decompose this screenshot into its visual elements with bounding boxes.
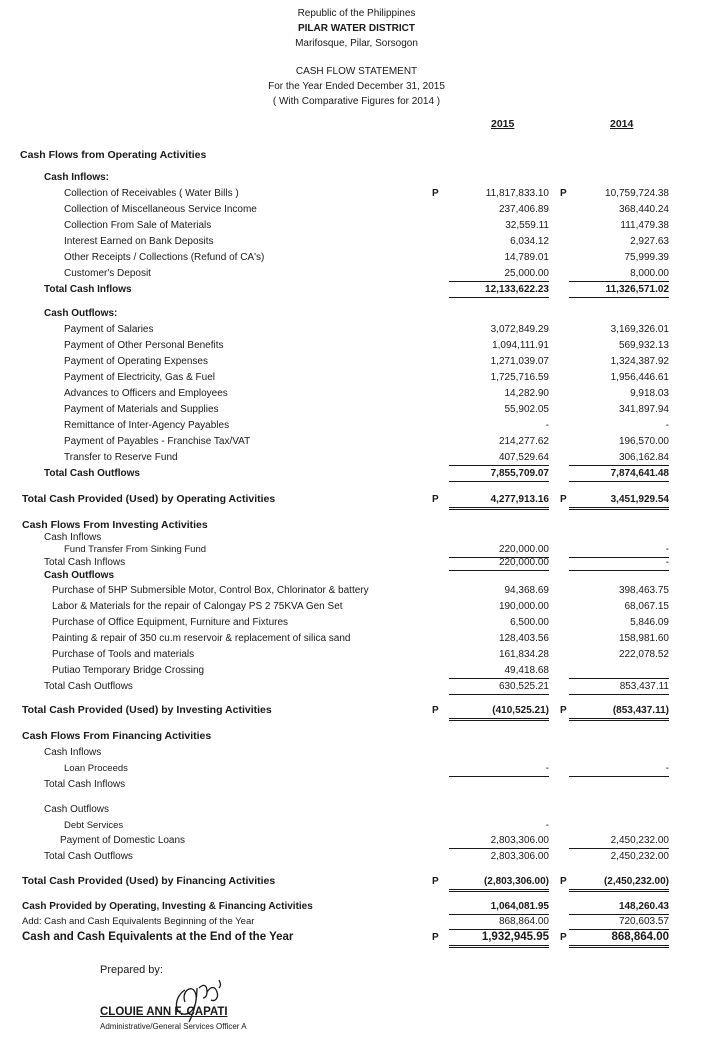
operating-outflows-3-value-2014: 1,956,446.61 bbox=[610, 372, 669, 383]
operating-outflows-7-row bbox=[0, 434, 713, 449]
operating-inflows-0-peso-sign-2: P bbox=[560, 188, 567, 199]
investing-net-peso-sign-1: P bbox=[432, 705, 439, 716]
financing-inflows-0-value-2015: - bbox=[449, 761, 549, 777]
operating-outflows-4-label: Advances to Officers and Employees bbox=[64, 388, 228, 399]
operating-inflows-0-value-2015: 11,817,833.10 bbox=[485, 188, 549, 199]
investing-outflows-5-row bbox=[0, 663, 713, 678]
operating-net-value-2014: 3,451,929.54 bbox=[569, 492, 669, 510]
column-2014: 2014 bbox=[610, 118, 634, 130]
financing-outflows-heading-label: Cash Outflows bbox=[44, 804, 110, 815]
investing-outflows-4-label: Purchase of Tools and materials bbox=[52, 649, 195, 660]
financing-net-value-2015: (2,803,306.00) bbox=[449, 874, 549, 892]
operating-inflows-1-row bbox=[0, 202, 713, 217]
operating-inflows-0-value-2014: 10,759,724.38 bbox=[605, 188, 669, 199]
operating-net-value-2015: 4,277,913.16 bbox=[449, 492, 549, 510]
investing-outflows-5-value-2014 bbox=[569, 663, 669, 679]
operating-outflows-8-value-2015: 407,529.64 bbox=[449, 450, 549, 466]
operating-outflows-3-label: Payment of Electricity, Gas & Fuel bbox=[64, 372, 215, 383]
operating-outflows-7-value-2014: 196,570.00 bbox=[618, 436, 669, 447]
operating-total_outflows-value-2015: 7,855,709.07 bbox=[449, 466, 549, 482]
operating-outflows-8-row bbox=[0, 450, 713, 465]
operating-total_outflows-label: Total Cash Outflows bbox=[44, 468, 140, 479]
operating-inflows-3-value-2015: 6,034.12 bbox=[510, 236, 549, 247]
investing-outflows-3-label: Painting & repair of 350 cu.m reservoir & replacement of silica sand bbox=[52, 633, 351, 644]
summary-beginning-value-2015: 868,864.00 bbox=[449, 914, 549, 930]
investing-outflows-3-row bbox=[0, 631, 713, 646]
investing-outflows-2-label: Purchase of Office Equipment, Furniture and Fixtures bbox=[52, 617, 289, 628]
operating-outflows-2-value-2014: 1,324,387.92 bbox=[610, 356, 669, 367]
financing-inflows-0-label: Loan Proceeds bbox=[64, 763, 128, 774]
operating-total_inflows-value-2015: 12,133,622.23 bbox=[449, 282, 549, 298]
financing-heading-label: Cash Flows From Financing Activities bbox=[22, 730, 212, 742]
investing-net-label: Total Cash Provided (Used) by Investing Activities bbox=[22, 704, 272, 716]
investing-outflows-heading bbox=[0, 568, 713, 583]
agency-line: Republic of the Philippines bbox=[297, 8, 416, 19]
operating-outflows-3-row bbox=[0, 370, 713, 385]
investing-total_outflows-row bbox=[0, 679, 713, 694]
operating-inflows-5-row bbox=[0, 266, 713, 281]
investing-outflows-1-value-2015: 190,000.00 bbox=[498, 601, 549, 612]
prepared-by-label: Prepared by: bbox=[100, 964, 163, 976]
financing-total_outflows-value-2015: 2,803,306.00 bbox=[490, 851, 549, 862]
investing-outflows-5-value-2015: 49,418.68 bbox=[449, 663, 549, 679]
operating-outflows-1-row bbox=[0, 338, 713, 353]
investing-net-peso-sign-2: P bbox=[560, 705, 567, 716]
investing-outflows-heading-label: Cash Outflows bbox=[44, 570, 115, 581]
summary-provided-value-2014: 148,260.43 bbox=[569, 899, 669, 915]
operating-total_outflows-value-2014: 7,874,641.48 bbox=[569, 466, 669, 482]
operating-outflows-3-value-2015: 1,725,716.59 bbox=[490, 372, 549, 383]
investing-net-row bbox=[0, 703, 713, 718]
financing-debt-value-2015: - bbox=[545, 820, 549, 831]
operating-inflows-0-peso-sign-1: P bbox=[432, 188, 439, 199]
operating-outflows-0-label: Payment of Salaries bbox=[64, 324, 154, 335]
summary-ending-value-2015: 1,932,945.95 bbox=[449, 930, 549, 948]
district-name: PILAR WATER DISTRICT bbox=[297, 23, 416, 34]
financing-debt-label: Debt Services bbox=[64, 820, 124, 831]
operating-outflows-0-value-2015: 3,072,849.29 bbox=[490, 324, 549, 335]
statement-period: For the Year Ended December 31, 2015 bbox=[268, 81, 445, 92]
operating-outflows-2-value-2015: 1,271,039.07 bbox=[490, 356, 549, 367]
financing-inflows-heading-label: Cash Inflows bbox=[44, 747, 102, 758]
operating-inflows-2-value-2015: 32,559.11 bbox=[505, 220, 549, 231]
investing-inflows-heading-label: Cash Inflows bbox=[44, 532, 102, 543]
operating-outflows-5-label: Payment of Materials and Supplies bbox=[64, 404, 219, 415]
financing-outflows-0-value-2015: 2,803,306.00 bbox=[449, 833, 549, 849]
operating-net-row bbox=[0, 492, 713, 507]
operating-inflows-1-value-2014: 368,440.24 bbox=[618, 204, 669, 215]
investing-outflows-4-row bbox=[0, 647, 713, 662]
operating-inflows-3-row bbox=[0, 234, 713, 249]
summary-provided-row bbox=[0, 899, 713, 914]
financing-debt-services-row bbox=[0, 818, 713, 833]
operating-inflows-4-label: Other Receipts / Collections (Refund of CA's) bbox=[64, 252, 265, 263]
signatory-title: Administrative/General Services Officer A bbox=[100, 1022, 247, 1031]
operating-inflows-1-value-2015: 237,406.89 bbox=[498, 204, 549, 215]
operating-net-peso-sign-1: P bbox=[432, 494, 439, 505]
investing-outflows-2-value-2015: 6,500.00 bbox=[510, 617, 549, 628]
operating-outflows-4-value-2014: 9,918.03 bbox=[630, 388, 669, 399]
investing-inflows-0-value-2014: - bbox=[569, 542, 669, 558]
financing-heading bbox=[0, 729, 713, 744]
summary-beginning-label: Add: Cash and Cash Equivalents Beginning of the Year bbox=[22, 916, 255, 927]
summary-ending-peso-sign-2: P bbox=[560, 932, 567, 943]
investing-total_inflows-value-2015: 220,000.00 bbox=[449, 555, 549, 571]
operating-outflows-6-label: Remittance of Inter-Agency Payables bbox=[64, 420, 230, 431]
investing-outflows-2-value-2014: 5,846.09 bbox=[630, 617, 669, 628]
operating-inflows-0-row bbox=[0, 186, 713, 201]
summary-ending-label: Cash and Cash Equivalents at the End of the Year bbox=[22, 931, 294, 943]
investing-total_inflows-label: Total Cash Inflows bbox=[44, 557, 126, 568]
operating-inflows-heading bbox=[0, 170, 713, 185]
operating-outflows-0-value-2014: 3,169,326.01 bbox=[610, 324, 669, 335]
operating-outflows-7-value-2015: 214,277.62 bbox=[498, 436, 549, 447]
summary-ending-value-2014: 868,864.00 bbox=[569, 930, 669, 948]
district-address: Marifosque, Pilar, Sorsogon bbox=[295, 38, 418, 49]
summary-provided-label: Cash Provided by Operating, Investing & Financing Activities bbox=[22, 901, 313, 912]
operating-inflows-2-value-2014: 111,479.38 bbox=[620, 220, 669, 231]
operating-inflows-5-value-2014: 8,000.00 bbox=[569, 266, 669, 282]
investing-outflows-1-value-2014: 68,067.15 bbox=[624, 601, 669, 612]
summary-ending-row bbox=[0, 930, 713, 945]
operating-inflows-5-value-2015: 25,000.00 bbox=[449, 266, 549, 282]
operating-inflows-1-label: Collection of Miscellaneous Service Income bbox=[64, 204, 257, 215]
operating-inflows-2-label: Collection From Sale of Materials bbox=[64, 220, 212, 231]
investing-outflows-3-value-2014: 158,981.60 bbox=[618, 633, 669, 644]
investing-net-value-2015: (410,525.21) bbox=[449, 703, 549, 721]
operating-net-peso-sign-2: P bbox=[560, 494, 567, 505]
signatory-name: CLOUIE ANN F. CAPATI bbox=[100, 1006, 228, 1018]
financing-inflows-heading bbox=[0, 745, 713, 760]
financing-outflows-0-label: Payment of Domestic Loans bbox=[60, 835, 186, 846]
operating-outflows-5-row bbox=[0, 402, 713, 417]
investing-outflows-5-label: Putiao Temporary Bridge Crossing bbox=[52, 665, 205, 676]
operating-outflows-1-value-2014: 569,932.13 bbox=[618, 340, 669, 351]
investing-outflows-4-value-2015: 161,834.28 bbox=[498, 649, 549, 660]
operating-outflows-5-value-2015: 55,902.05 bbox=[504, 404, 549, 415]
investing-outflows-3-value-2015: 128,403.56 bbox=[498, 633, 549, 644]
investing-net-value-2014: (853,437.11) bbox=[569, 703, 669, 721]
financing-net-peso-sign-1: P bbox=[432, 876, 439, 887]
operating-heading-label: Cash Flows from Operating Activities bbox=[20, 149, 207, 161]
operating-inflows-0-label: Collection of Receivables ( Water Bills ) bbox=[64, 188, 239, 199]
investing-inflows-0-value-2015: 220,000.00 bbox=[449, 542, 549, 558]
operating-total_outflows-row bbox=[0, 466, 713, 481]
financing-net-peso-sign-2: P bbox=[560, 876, 567, 887]
operating-net-label: Total Cash Provided (Used) by Operating Activities bbox=[22, 493, 276, 505]
summary-beginning-row bbox=[0, 914, 713, 929]
financing-total_outflows-value-2014: 2,450,232.00 bbox=[610, 851, 669, 862]
operating-outflows-heading-label: Cash Outflows: bbox=[44, 308, 118, 319]
operating-outflows-0-row bbox=[0, 322, 713, 337]
operating-inflows-4-row bbox=[0, 250, 713, 265]
financing-total_outflows-label: Total Cash Outflows bbox=[44, 851, 133, 862]
column-2015: 2015 bbox=[491, 118, 515, 130]
investing-outflows-0-label: Purchase of 5HP Submersible Motor, Control Box, Chlorinator & battery bbox=[52, 585, 369, 596]
operating-inflows-5-label: Customer's Deposit bbox=[64, 268, 151, 279]
financing-total_inflows-row bbox=[0, 777, 713, 792]
investing-outflows-0-value-2015: 94,368.69 bbox=[504, 585, 549, 596]
financing-total_outflows-row bbox=[0, 849, 713, 864]
operating-inflows-4-value-2014: 75,999.39 bbox=[624, 252, 669, 263]
operating-total_inflows-label: Total Cash Inflows bbox=[44, 284, 132, 295]
investing-outflows-1-label: Labor & Materials for the repair of Calongay PS 2 75KVA Gen Set bbox=[52, 601, 343, 612]
operating-inflows-heading-label: Cash Inflows: bbox=[44, 172, 110, 183]
operating-outflows-6-value-2014: - bbox=[665, 420, 669, 431]
operating-inflows-3-value-2014: 2,927.63 bbox=[630, 236, 669, 247]
investing-outflows-0-value-2014: 398,463.75 bbox=[618, 585, 669, 596]
summary-beginning-value-2014: 720,603.57 bbox=[569, 914, 669, 930]
financing-inflows-0-row bbox=[0, 761, 713, 776]
financing-net-label: Total Cash Provided (Used) by Financing Activities bbox=[22, 875, 276, 887]
investing-total_outflows-value-2014: 853,437.11 bbox=[569, 679, 669, 695]
summary-ending-peso-sign-1: P bbox=[432, 932, 439, 943]
operating-outflows-2-row bbox=[0, 354, 713, 369]
financing-inflows-0-value-2014: - bbox=[569, 761, 669, 777]
operating-outflows-heading bbox=[0, 306, 713, 321]
statement-title: CASH FLOW STATEMENT bbox=[295, 66, 418, 77]
operating-outflows-4-value-2015: 14,282.90 bbox=[504, 388, 549, 399]
operating-outflows-7-label: Payment of Payables - Franchise Tax/VAT bbox=[64, 436, 251, 447]
operating-outflows-1-label: Payment of Other Personal Benefits bbox=[64, 340, 224, 351]
financing-outflows-0-row bbox=[0, 833, 713, 848]
financing-total_inflows-label: Total Cash Inflows bbox=[44, 779, 126, 790]
investing-outflows-2-row bbox=[0, 615, 713, 630]
operating-outflows-8-label: Transfer to Reserve Fund bbox=[64, 452, 178, 463]
operating-total_inflows-value-2014: 11,326,571.02 bbox=[569, 282, 669, 298]
investing-total_inflows-value-2014: - bbox=[569, 555, 669, 571]
operating-inflows-2-row bbox=[0, 218, 713, 233]
investing-total_outflows-label: Total Cash Outflows bbox=[44, 681, 133, 692]
investing-outflows-0-row bbox=[0, 583, 713, 598]
summary-provided-value-2015: 1,064,081.95 bbox=[449, 899, 549, 915]
investing-inflows-0-label: Fund Transfer From Sinking Fund bbox=[64, 544, 207, 555]
operating-total_inflows-row bbox=[0, 282, 713, 297]
operating-outflows-4-row bbox=[0, 386, 713, 401]
operating-inflows-4-value-2015: 14,789.01 bbox=[504, 252, 549, 263]
investing-outflows-1-row bbox=[0, 599, 713, 614]
investing-outflows-4-value-2014: 222,078.52 bbox=[618, 649, 669, 660]
financing-outflows-heading bbox=[0, 802, 713, 817]
financing-net-row bbox=[0, 874, 713, 889]
operating-outflows-5-value-2014: 341,897.94 bbox=[618, 404, 669, 415]
operating-inflows-3-label: Interest Earned on Bank Deposits bbox=[64, 236, 214, 247]
operating-outflows-8-value-2014: 306,162.84 bbox=[569, 450, 669, 466]
operating-outflows-1-value-2015: 1,094,111.91 bbox=[492, 340, 549, 351]
operating-outflows-6-value-2015: - bbox=[545, 420, 549, 431]
operating-outflows-6-row bbox=[0, 418, 713, 433]
investing-heading-label: Cash Flows From Investing Activities bbox=[22, 519, 208, 531]
investing-total_outflows-value-2015: 630,525.21 bbox=[449, 679, 549, 695]
financing-outflows-0-value-2014: 2,450,232.00 bbox=[569, 833, 669, 849]
financing-net-value-2014: (2,450,232.00) bbox=[569, 874, 669, 892]
statement-note: ( With Comparative Figures for 2014 ) bbox=[272, 96, 441, 107]
operating-heading bbox=[0, 148, 713, 163]
operating-outflows-2-label: Payment of Operating Expenses bbox=[64, 356, 208, 367]
